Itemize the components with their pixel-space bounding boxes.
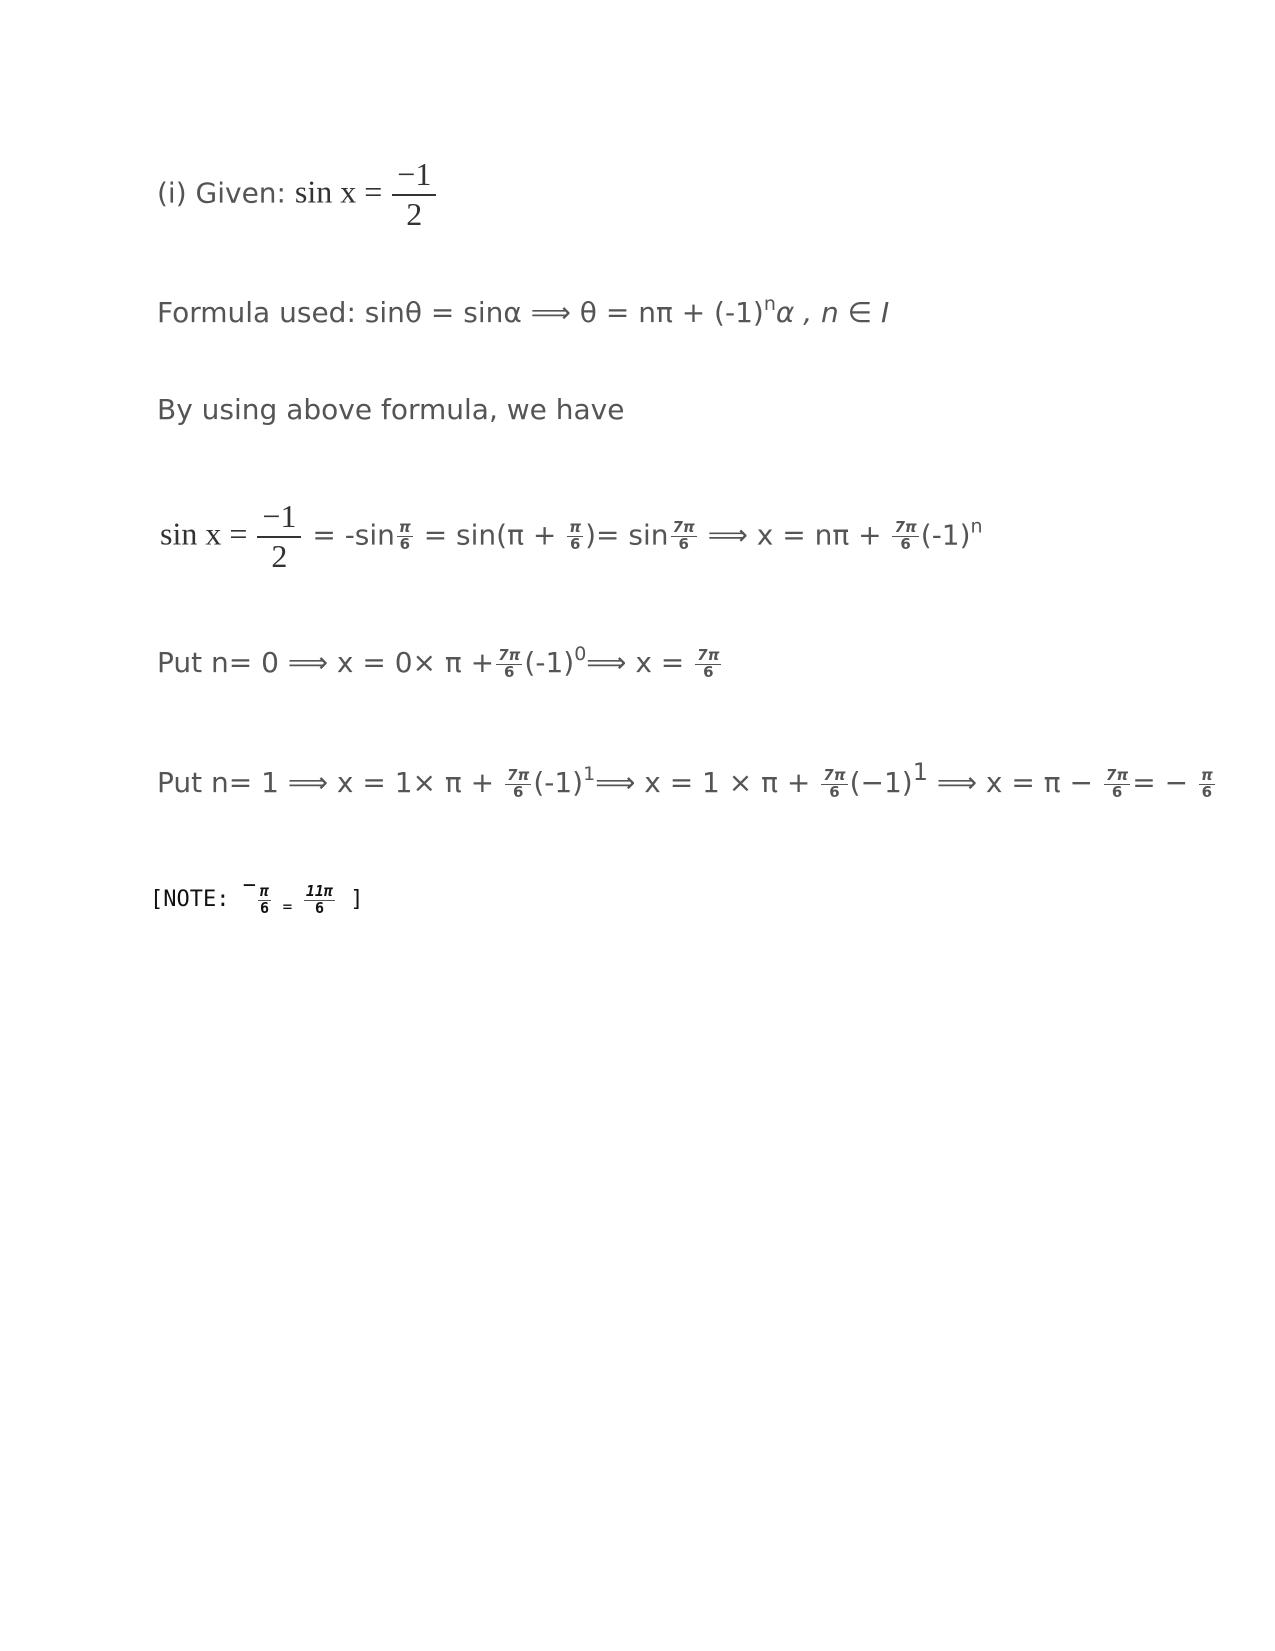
note-close: ] (337, 887, 364, 912)
solution-frac1-den: 2 (271, 537, 288, 574)
n1-t4: (−1) (849, 766, 913, 799)
note-frac1-num: π (259, 881, 269, 900)
solution-frac4-den: 6 (678, 535, 689, 554)
note-frac1-den: 6 (259, 898, 269, 917)
note-open: [NOTE: (150, 887, 243, 912)
given-frac-den: 2 (406, 195, 423, 232)
given-line (157, 158, 438, 231)
n0-frac2-num: 7π (697, 645, 720, 664)
solution-frac3-den: 6 (569, 535, 581, 554)
solution-t1: = -sin (303, 518, 395, 552)
solution-t3: )= sin (585, 518, 669, 552)
solution-frac3-num: π (569, 518, 582, 537)
n1-frac2 (821, 765, 847, 801)
n1-frac3 (1104, 765, 1130, 801)
solution-sup: n (970, 515, 983, 538)
note-eq: = (273, 897, 302, 916)
n0-frac1 (496, 645, 522, 681)
n1-frac1-den: 6 (512, 782, 524, 801)
n1-t6: = − (1132, 766, 1197, 799)
n0-frac1-den: 6 (504, 662, 515, 681)
solution-frac2 (397, 520, 413, 553)
formula-text: Formula used: sinθ = sinα ⟹ θ = nπ + (-1) (157, 296, 764, 329)
formula-sup: n (763, 293, 776, 315)
n1-frac2-den: 6 (829, 782, 840, 801)
given-frac-num: −1 (392, 158, 436, 196)
n1-frac4-num: π (1200, 765, 1213, 784)
solution-frac5-num: 7π (894, 518, 917, 537)
n1-t2: (-1) (533, 766, 584, 799)
solution-frac1 (257, 500, 301, 573)
solution-t5: (-1) (920, 518, 971, 552)
solution-frac5 (892, 520, 918, 553)
n0-t1: Put n= 0 ⟹ x = 0× π + (157, 646, 495, 679)
solution-lhs: sin x = (160, 515, 256, 552)
using-text: By using above formula, we have (157, 393, 625, 426)
note-minus: − (242, 873, 256, 898)
using-line (157, 393, 625, 426)
solution-frac4-num: 7π (672, 518, 695, 537)
n1-frac2-num: 7π (823, 765, 846, 784)
given-fraction (392, 158, 436, 231)
n1-frac4-den: 6 (1201, 782, 1213, 801)
n1-frac1 (505, 765, 531, 801)
n1-frac3-den: 6 (1111, 782, 1123, 801)
n1-t3: ⟹ x = 1 × π + (595, 766, 820, 799)
solution-frac5-den: 6 (900, 535, 911, 554)
solution-frac2-num: π (398, 518, 411, 537)
formula-tail: α , n ∈ I (775, 296, 890, 329)
n0-frac2-den: 6 (703, 662, 714, 681)
n0-t3: ⟹ x = (586, 646, 694, 679)
n0-frac1-num: 7π (498, 645, 521, 664)
n1-line (157, 760, 1217, 800)
note-frac2 (304, 881, 335, 917)
solution-frac2-den: 6 (399, 535, 411, 554)
note-frac1 (258, 881, 271, 917)
given-prefix: (i) Given: (157, 176, 295, 210)
n0-sup: 0 (574, 643, 587, 665)
solution-frac3 (567, 520, 583, 553)
note-frac2-den: 6 (314, 898, 324, 917)
n1-frac3-num: 7π (1105, 765, 1129, 784)
n1-sup2: 1 (912, 758, 928, 786)
n0-line (157, 645, 723, 680)
solution-frac4 (671, 520, 697, 553)
n1-frac4 (1199, 765, 1215, 801)
given-lhs: sin x = (294, 173, 391, 210)
solution-t4: ⟹ x = nπ + (698, 518, 891, 552)
solution-t2: = sin(π + (414, 518, 566, 552)
solution-line (160, 500, 983, 573)
n1-sup1: 1 (583, 763, 596, 785)
note-frac2-num: 11π (305, 881, 333, 900)
n1-frac1-num: 7π (507, 765, 530, 784)
n1-t5: ⟹ x = π − (927, 766, 1102, 799)
n0-frac2 (695, 645, 721, 681)
n0-t2: (-1) (524, 646, 575, 679)
n1-t1: Put n= 1 ⟹ x = 1× π + (157, 766, 504, 799)
formula-line (157, 295, 889, 327)
note-line (150, 875, 364, 916)
solution-frac1-num: −1 (257, 500, 301, 538)
